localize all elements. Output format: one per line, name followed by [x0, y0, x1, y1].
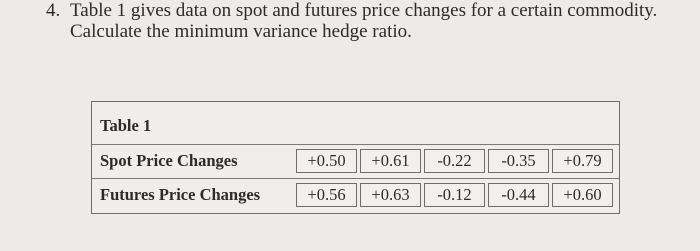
- spot-value-1: +0.50: [296, 149, 357, 173]
- row-label-spot: Spot Price Changes: [100, 151, 238, 170]
- futures-value-5: +0.60: [552, 183, 613, 207]
- question-text: [46, 0, 657, 42]
- spot-value-3: -0.22: [424, 149, 485, 173]
- spot-value-5: +0.79: [552, 149, 613, 173]
- data-table: [91, 101, 620, 214]
- question-line-2: Calculate the minimum variance hedge ratio.: [70, 21, 412, 42]
- table-caption: Table 1: [100, 116, 152, 135]
- futures-value-4: -0.44: [488, 183, 549, 207]
- row-label-futures: Futures Price Changes: [100, 185, 261, 204]
- futures-value-2: +0.63: [360, 183, 421, 207]
- spot-value-4: -0.35: [488, 149, 549, 173]
- question-number: 4.: [46, 0, 61, 21]
- question-line-1: Table 1 gives data on spot and futures price changes for a certain commodity.: [70, 0, 658, 21]
- futures-value-3: -0.12: [424, 183, 485, 207]
- table-row-futures: [92, 178, 619, 212]
- futures-value-1: +0.56: [296, 183, 357, 207]
- spot-value-2: +0.61: [360, 149, 421, 173]
- table-row-spot: [92, 144, 619, 178]
